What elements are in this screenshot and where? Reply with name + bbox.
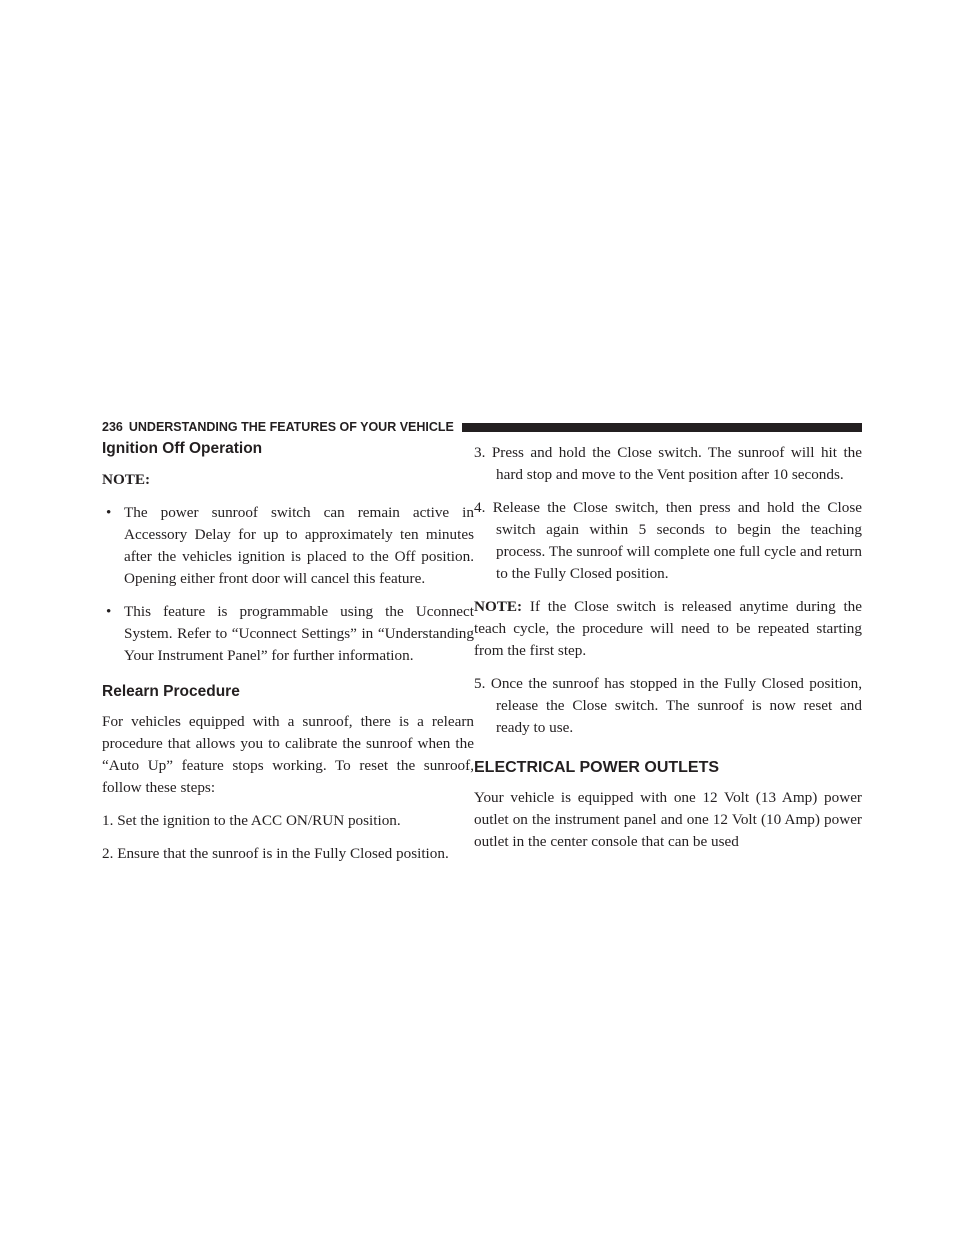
relearn-intro: For vehicles equipped with a sunroof, there is a relearn procedure that allows you to calibrate the sunroof when the “Auto Up” feature stops working. To reset the sunroof, follow these steps: [102, 713, 474, 796]
step-5: 5. Once the sunroof has stopped in the Fully Closed position, release the Close switch. The sunroof is now reset and ready to use. [474, 675, 862, 736]
note-text: If the Close switch is released anytime during the teach cycle, the procedure will need to be repeated starting from the first step. [474, 598, 862, 659]
heading-relearn-procedure: Relearn Procedure [102, 683, 240, 700]
right-column [474, 442, 862, 853]
note-label: NOTE: [474, 598, 523, 615]
bullet-text: The power sunroof switch can remain active in Accessory Delay for up to approximately ten minutes after the vehicles ignition is placed to the Off position. Opening either front door will cancel this feature. [124, 504, 474, 587]
note-label: NOTE: [102, 471, 151, 488]
header-rule [462, 423, 862, 432]
step-4: 4. Release the Close switch, then press and hold the Close switch again within 5 seconds to begin the teaching process. The sunroof will complete one full cycle and return to the Fully Closed position. [474, 499, 862, 582]
bullet-text: This feature is programmable using the Uconnect System. Refer to “Uconnect Settings” in “Understanding Your Instrument Panel” for further information. [124, 603, 474, 664]
page-number: 236 [102, 420, 123, 434]
left-column [102, 440, 474, 865]
step-2: 2. Ensure that the sunroof is in the Fully Closed position. [102, 845, 449, 862]
bullet-icon: • [106, 504, 112, 521]
note-paragraph [474, 596, 862, 662]
bullet-item [102, 601, 474, 667]
bullet-item [102, 502, 474, 590]
outlets-paragraph: Your vehicle is equipped with one 12 Volt (13 Amp) power outlet on the instrument panel and one 12 Volt (10 Amp) power outlet in the center console that can be used [474, 789, 862, 850]
step-3: 3. Press and hold the Close switch. The sunroof will hit the hard stop and move to the Vent position after 10 seconds. [474, 444, 862, 483]
bullet-icon: • [106, 603, 112, 620]
page-header [102, 418, 862, 436]
heading-ignition-off-operation: Ignition Off Operation [102, 440, 263, 457]
heading-electrical-power-outlets: ELECTRICAL POWER OUTLETS [474, 759, 720, 776]
step-1: 1. Set the ignition to the ACC ON/RUN position. [102, 812, 401, 829]
section-title: UNDERSTANDING THE FEATURES OF YOUR VEHICLE [128, 420, 454, 434]
